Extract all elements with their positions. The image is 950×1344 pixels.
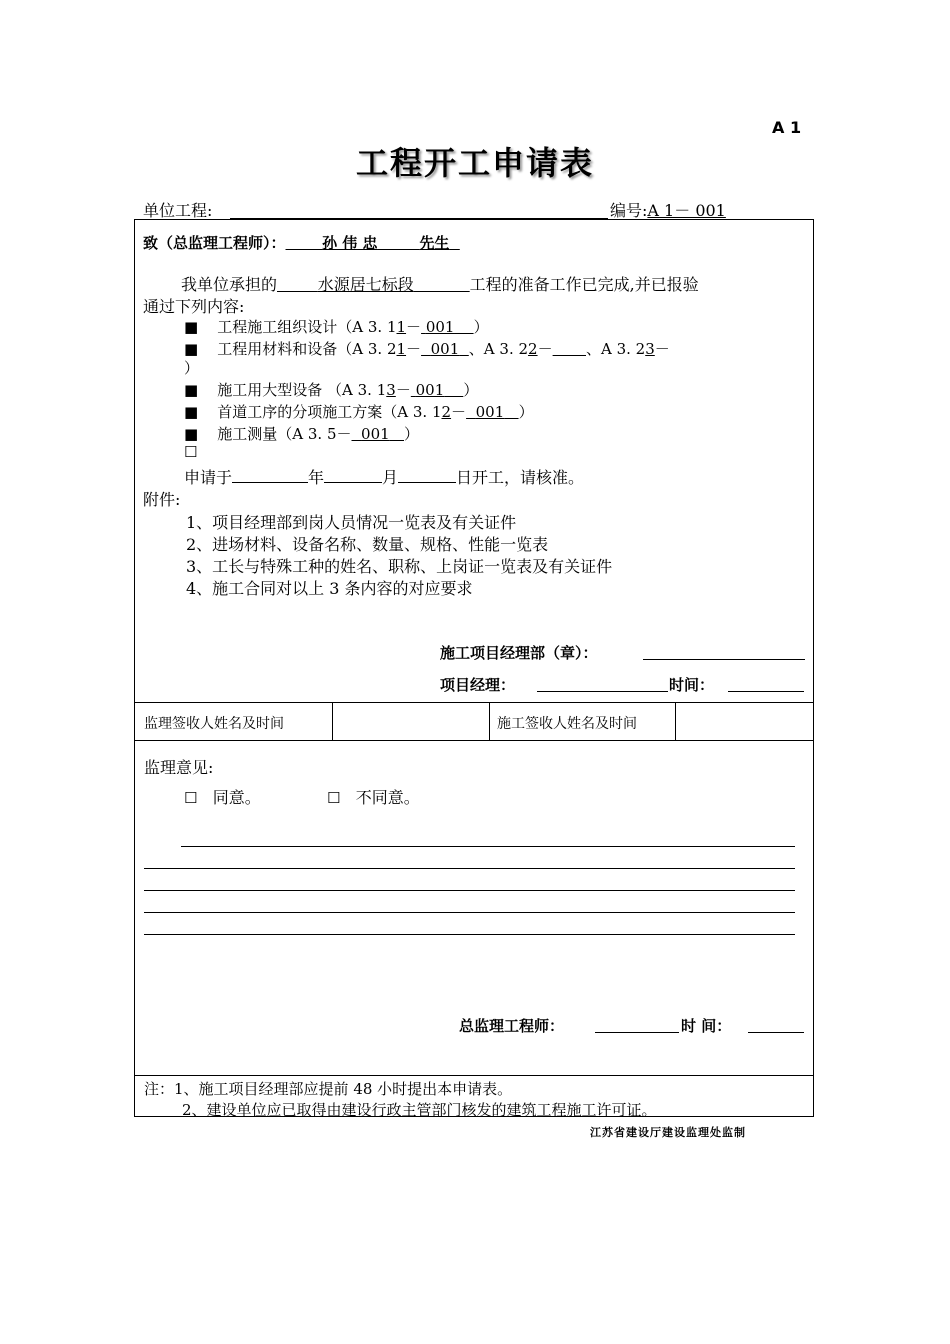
filled-square-icon: ■ (184, 340, 199, 358)
note-2: 2、建设单位应已取得由建设行政主管部门核发的建筑工程施工许可证。 (182, 1101, 657, 1119)
agree-checkbox-icon: ☐ (184, 789, 198, 807)
page-title: 工程开工申请表 (355, 144, 594, 182)
note-1: 注：1、施工项目经理部应提前 48 小时提出本申请表。 (144, 1080, 513, 1098)
to-suffix: 先生 (419, 234, 450, 252)
attachment-4: 4、施工合同对以上 3 条内容的对应要求 (186, 579, 473, 598)
empty-checkbox-icon[interactable]: ☐ (184, 443, 198, 461)
item-5: ■ 施工测量（A 3. 5－ 001 ） (184, 425, 420, 443)
item-2: ■ 工程用材料和设备（A 3. 21－ 001 、A 3. 22－ 、A 3. 23－ (184, 340, 670, 358)
supervisor-sign-label: 监理签收人姓名及时间 (144, 716, 284, 732)
attachment-2: 2、进场材料、设备名称、数量、规格、性能一览表 (186, 535, 549, 554)
filled-square-icon: ■ (184, 381, 199, 399)
filled-square-icon: ■ (184, 403, 199, 421)
disagree-checkbox-icon: ☐ (327, 789, 341, 807)
to-name: 孙 伟 忠 (322, 234, 378, 252)
contractor-sign-label: 施工签收人姓名及时间 (497, 716, 637, 732)
manager-time-label: 时间： (669, 676, 715, 694)
disagree-option[interactable]: ☐ 不同意。 (327, 788, 420, 807)
number-label: 编号:A 1－ 001 (610, 198, 742, 221)
filled-square-icon: ■ (184, 318, 199, 336)
dept-label: 施工项目经理部（章）： (440, 644, 598, 662)
manager-label: 项目经理： (440, 676, 516, 694)
agree-option[interactable]: ☐ 同意。 (184, 788, 261, 807)
chief-label: 总监理工程师： (459, 1017, 565, 1035)
footer-issuer: 江苏省建设厅建设监理处监制 (590, 1126, 746, 1139)
item-2-close: ） (184, 359, 200, 377)
form-code: A 1 (772, 118, 802, 137)
project-name: 水源居七标段 (317, 275, 414, 294)
unit-label: 单位工程: (143, 201, 213, 220)
attachment-1: 1、项目经理部到岗人员情况一览表及有关证件 (186, 513, 517, 532)
filled-square-icon: ■ (184, 425, 199, 443)
attachment-3: 3、工长与特殊工种的姓名、职称、上岗证一览表及有关证件 (186, 557, 613, 576)
to-line: 致（总监理工程师）： 孙 伟 忠 先生 (143, 234, 450, 252)
item-3: ■ 施工用大型设备 （A 3. 13－ 001 ） (184, 381, 479, 399)
item-4: ■ 首道工序的分项施工方案（A 3. 12－ 001 ） (184, 403, 534, 421)
item-1: ■ 工程施工组织设计（A 3. 11－ 001 ） (184, 318, 489, 336)
opinion-label: 监理意见: (144, 758, 214, 777)
chief-time-label: 时 间： (681, 1017, 732, 1035)
intro-line2: 通过下列内容: (143, 297, 245, 316)
number-value: A 1－ 001 (647, 201, 726, 220)
intro-line: 我单位承担的 水源居七标段 工程的准备工作已完成,并已报验 (181, 275, 699, 294)
apply-line: 申请于 年 月 日开工，请核准。 (184, 468, 585, 487)
attach-label: 附件: (143, 490, 181, 509)
